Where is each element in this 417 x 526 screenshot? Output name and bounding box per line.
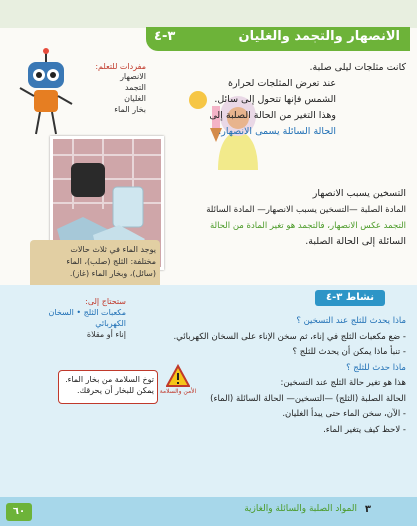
section-title: الانصهار والتجمد والغليان (238, 29, 400, 44)
activity-title: نشاط ٣-٤ (315, 290, 385, 306)
melting-paragraph (168, 186, 406, 250)
vocab-word: الانصهار (120, 72, 146, 81)
top-strip (0, 0, 417, 28)
safety-badge: الأمن والسلامة (159, 388, 197, 395)
vocabulary-box (44, 62, 146, 130)
caption-line: (سائل)، وبخار الماء (غاز). (69, 269, 156, 278)
caption-line: يوجد الماء في ثلاث حالات (70, 245, 156, 254)
question-line: ماذا يحدث للثلج عند التسخين ؟ (296, 316, 406, 326)
vocab-word: الغليان (124, 94, 146, 103)
page-footer (0, 497, 417, 526)
melting-line: المادة الصلبة —التسخين يسبب الانصهار— المادة السائلة (206, 205, 406, 215)
melting-line: التسخين يسبب الانصهار (312, 188, 406, 199)
question-line: - تنبأ ماذا يمكن أن يحدث للثلج ؟ (292, 347, 406, 357)
page-number: ٦٠ (6, 503, 32, 521)
safety-warning (58, 370, 158, 404)
intro-paragraph (200, 60, 406, 140)
caption-line: مختلفة: الثلج (صلب)، الماء (66, 257, 156, 266)
unit-title: المواد الصلبة والسائلة والغازية (244, 504, 357, 514)
materials-line: إناء أو مقلاة (86, 330, 126, 339)
question-line: الحالة الصلبة (الثلج) —التسخين— الحالة السائلة (الماء) (210, 393, 406, 404)
question-line: هذا هو تغير حالة الثلج عند التسخين: (280, 378, 406, 388)
intro-line: عند تعرض المثلجات لحرارة (227, 78, 336, 89)
intro-line: كانت مثلجات ليلى صلبة. (309, 62, 406, 73)
vocab-word: بخار الماء (114, 105, 146, 114)
unit-number: ٣ (364, 504, 371, 515)
melting-line: التجمد عكس الانصهار، فالتجمد هو تغير المادة من الحالة (209, 221, 406, 231)
section-header (146, 27, 410, 51)
warning-line: يمكن للبخار أن يحرقك. (77, 386, 154, 395)
question-line: - ضع مكعبات الثلج في إناء، ثم سخن الإناء على السخان الكهربائي. (173, 331, 406, 342)
question-line: ماذا حدث للثلج ؟ (346, 362, 406, 373)
vocab-word: التجمد (124, 83, 146, 92)
question-line: - الآن، سخن الماء حتى يبدأ الغليان. (282, 409, 406, 419)
materials-box (16, 296, 126, 339)
intro-line: الشمس فإنها تتحول إلى سائل. (214, 94, 336, 105)
materials-heading: ستحتاج إلى: (85, 297, 126, 306)
vocab-heading: مفردات للتعلم: (95, 62, 146, 71)
question-line: - لاحظ كيف يتغير الماء. (323, 424, 406, 435)
intro-line: وهذا التغير من الحالة الصلبة إلى (209, 110, 336, 121)
materials-line: مكعبات الثلج • السخان الكهربائي (48, 308, 126, 328)
intro-line: الحالة السائلة يسمى الانصهار. (218, 126, 336, 137)
warning-line: توخ السلامة من بخار الماء. (65, 375, 154, 384)
section-number: ٣-٤ (154, 29, 176, 44)
melting-line: السائلة إلى الحالة الصلبة. (305, 236, 406, 247)
